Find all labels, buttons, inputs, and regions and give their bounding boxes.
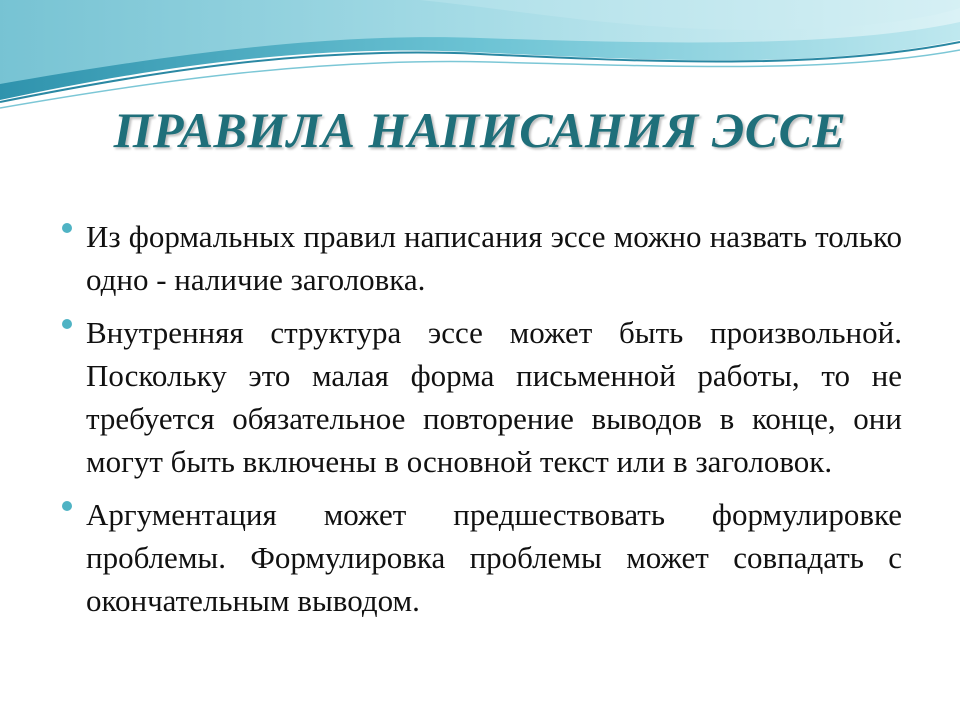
bullet-text: Аргументация может предшествовать формулировке проблемы. Формулировка проблемы может совпадать с окончательным выводом. [86,497,902,618]
bullet-item [60,215,902,301]
bullet-text: Внутренняя структура эссе может быть произвольной. Поскольку это малая форма письменной работы, то не требуется обязательное повторение выводов в конце, они могут быть включены в основной текст или в заголовок. [86,315,902,479]
bullet-dot-icon [62,319,72,329]
bullet-text: Из формальных правил написания эссе можно назвать только одно - наличие заголовка. [86,219,902,297]
bullet-dot-icon [62,223,72,233]
bullet-item [60,311,902,483]
bullet-list [60,215,902,632]
bullet-dot-icon [62,501,72,511]
slide-title: ПРАВИЛА НАПИСАНИЯ ЭССЕ [113,102,847,158]
bullet-item [60,493,902,622]
